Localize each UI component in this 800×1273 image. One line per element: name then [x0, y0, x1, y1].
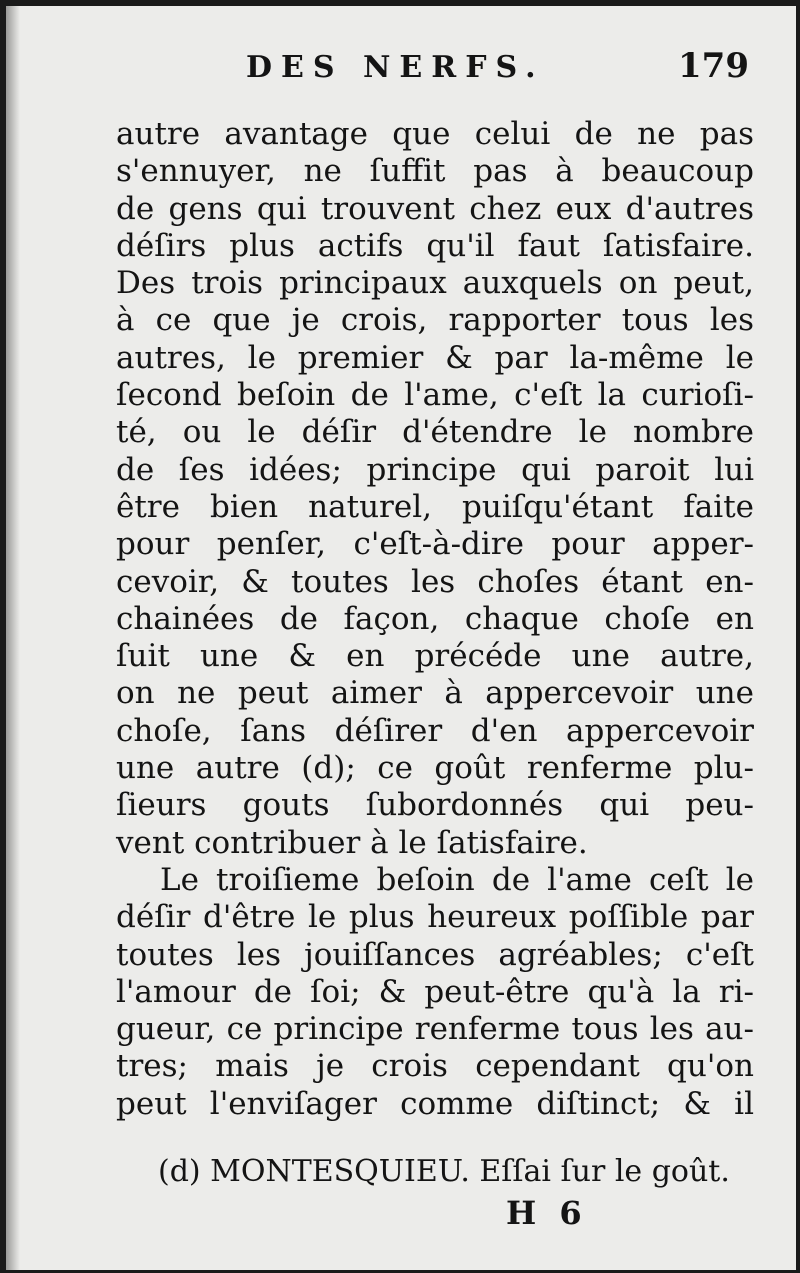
- running-head: DES NERFS.: [246, 50, 545, 85]
- text-line: on ne peut aimer à appercevoir une: [116, 675, 754, 712]
- text-line: Le troiſieme beſoin de l'ame ceſt le: [160, 861, 754, 898]
- page-number: 179: [678, 46, 749, 86]
- text-line: pour penſer, c'eſt-à-dire pour apper-: [116, 526, 754, 563]
- signature-mark: H 6: [506, 1194, 588, 1232]
- body-text: [116, 116, 754, 1123]
- gutter-shadow: [6, 6, 20, 1270]
- text-line: cevoir, & toutes les choſes étant en-: [116, 563, 754, 600]
- text-line: autres, le premier & par la-même le: [116, 339, 754, 376]
- text-line: chainées de façon, chaque choſe en: [116, 600, 754, 637]
- text-line: de gens qui trouvent chez eux d'autres: [116, 190, 754, 227]
- text-line: choſe, ſans déſirer d'en appercevoir: [116, 712, 754, 749]
- text-line: être bien naturel, puiſqu'étant faite: [116, 488, 754, 525]
- text-line: l'amour de ſoi; & peut-être qu'à la ri-: [116, 973, 754, 1010]
- text-line: peut l'enviſager comme diſtinct; & il: [116, 1085, 754, 1122]
- text-line: tres; mais je crois cependant qu'on: [116, 1048, 754, 1085]
- text-line: ſieurs gouts ſubordonnés qui peu-: [116, 787, 754, 824]
- book-page: [6, 6, 796, 1270]
- text-line: de ſes idées; principe qui paroit lui: [116, 451, 754, 488]
- text-line: s'ennuyer, ne ſuffit pas à beaucoup: [116, 153, 754, 190]
- text-line: à ce que je crois, rapporter tous les: [116, 302, 754, 339]
- text-line: Des trois principaux auxquels on peut,: [116, 265, 754, 302]
- text-line: déſirs plus actifs qu'il faut ſatisfaire.: [116, 227, 754, 264]
- text-line: vent contribuer à le ſatisfaire.: [116, 824, 588, 861]
- footnote: (d) MONTESQUIEU. Eſſai ſur le goût.: [158, 1154, 730, 1189]
- text-line: ſecond beſoin de l'ame, c'eſt la curioſi-: [116, 377, 754, 414]
- text-line: toutes les jouiſſances agréables; c'eſt: [116, 936, 754, 973]
- text-line: une autre (d); ce goût renferme plu-: [116, 750, 754, 787]
- text-line: déſir d'être le plus heureux poſſible par: [116, 899, 754, 936]
- text-line: autre avantage que celui de ne pas: [116, 116, 754, 152]
- text-line: gueur, ce principe renferme tous les au-: [116, 1011, 754, 1048]
- paragraph-1: [116, 116, 754, 862]
- text-line: té, ou le déſir d'étendre le nombre: [116, 414, 754, 451]
- text-line: ſuit une & en précéde une autre,: [116, 638, 754, 675]
- paragraph-2: [116, 862, 754, 1123]
